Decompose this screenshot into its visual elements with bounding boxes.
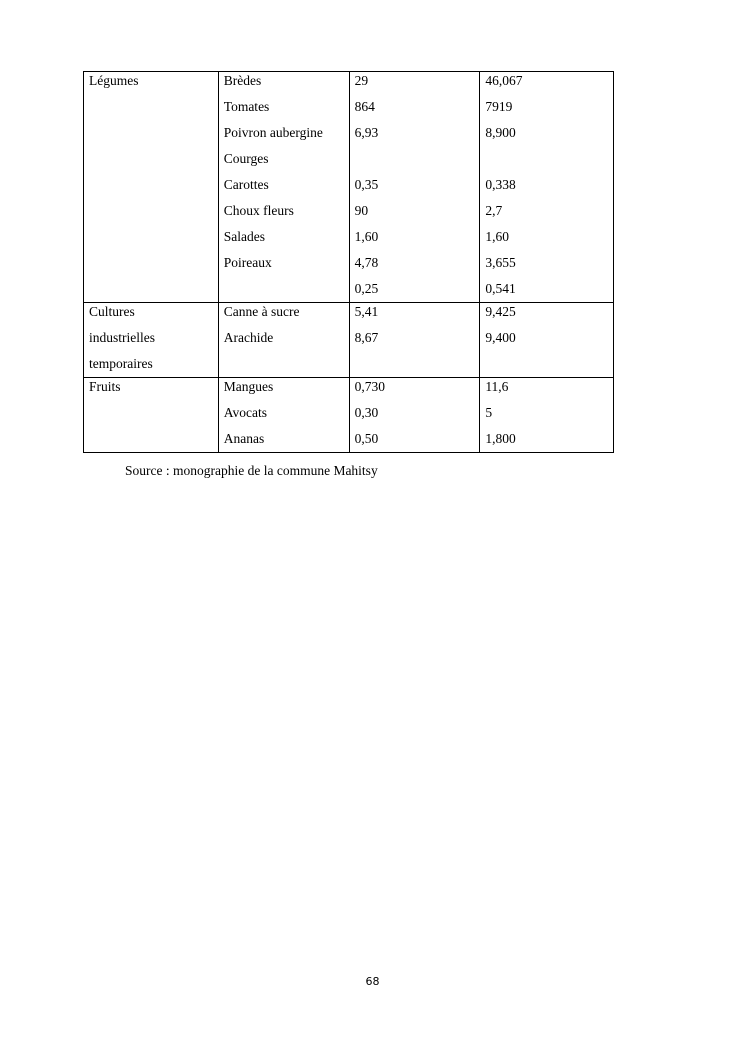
category-label: Légumes bbox=[89, 73, 139, 88]
value-col3: 8,67 bbox=[354, 330, 379, 345]
value-col4: 0,338 bbox=[485, 177, 516, 192]
product-name: Poivron aubergine bbox=[223, 125, 323, 140]
value-col4: 11,6 bbox=[485, 379, 509, 394]
page-number: 68 bbox=[365, 975, 380, 988]
product-cell bbox=[218, 378, 349, 453]
value-col3: 0,25 bbox=[354, 281, 379, 296]
value-col4: 9,425 bbox=[485, 304, 516, 319]
value-col4: 8,900 bbox=[485, 125, 516, 140]
value-col3: 0,50 bbox=[354, 431, 379, 446]
value-col4: 3,655 bbox=[485, 255, 516, 270]
value-col3 bbox=[355, 146, 476, 172]
product-name: Arachide bbox=[223, 330, 274, 345]
product-name: Tomates bbox=[223, 99, 270, 114]
value-cell-col4 bbox=[480, 378, 614, 453]
table-row-legumes bbox=[84, 72, 614, 303]
value-col3: 90 bbox=[354, 203, 369, 218]
value-cell-col3 bbox=[349, 72, 480, 303]
value-col4: 0,541 bbox=[485, 281, 516, 296]
value-col3: 5,41 bbox=[354, 304, 379, 319]
value-cell-col3 bbox=[349, 378, 480, 453]
product-name: Poireaux bbox=[223, 255, 272, 270]
table-row-cultures-industrielles bbox=[84, 303, 614, 378]
value-col4: 7919 bbox=[485, 99, 513, 114]
value-col4: 9,400 bbox=[485, 330, 516, 345]
value-col3: 29 bbox=[354, 73, 369, 88]
value-col4: 5 bbox=[485, 405, 493, 420]
category-label: temporaires bbox=[89, 356, 153, 371]
value-col3: 1,60 bbox=[354, 229, 379, 244]
category-label: Cultures bbox=[89, 304, 135, 319]
product-cell bbox=[218, 303, 349, 378]
product-name: Carottes bbox=[223, 177, 269, 192]
value-col4: 2,7 bbox=[485, 203, 503, 218]
value-col3: 0,30 bbox=[354, 405, 379, 420]
value-col4: 1,800 bbox=[485, 431, 516, 446]
value-col4: 46,067 bbox=[485, 73, 523, 88]
product-name: Courges bbox=[223, 151, 269, 166]
value-col3: 0,35 bbox=[354, 177, 379, 192]
value-cell-col3 bbox=[349, 303, 480, 378]
value-col3: 6,93 bbox=[354, 125, 379, 140]
value-col4: 1,60 bbox=[485, 229, 509, 244]
category-cell bbox=[84, 378, 219, 453]
category-cell bbox=[84, 72, 219, 303]
value-col4 bbox=[485, 146, 609, 172]
product-name: Salades bbox=[223, 229, 266, 244]
product-name: Mangues bbox=[223, 379, 274, 394]
product-name: Ananas bbox=[223, 431, 265, 446]
category-cell bbox=[84, 303, 219, 378]
product-name: Choux fleurs bbox=[223, 203, 294, 218]
category-label: industrielles bbox=[89, 330, 155, 345]
product-name: Avocats bbox=[223, 405, 268, 420]
product-name: Brèdes bbox=[223, 73, 262, 88]
category-label: Fruits bbox=[89, 379, 121, 394]
source-note: Source : monographie de la commune Mahitsy bbox=[125, 463, 378, 478]
value-col3: 864 bbox=[354, 99, 375, 114]
crop-production-table bbox=[83, 71, 614, 453]
value-cell-col4 bbox=[480, 72, 614, 303]
table-row-fruits bbox=[84, 378, 614, 453]
product-name: Canne à sucre bbox=[223, 304, 300, 319]
product-cell bbox=[218, 72, 349, 303]
value-cell-col4 bbox=[480, 303, 614, 378]
value-col3: 4,78 bbox=[354, 255, 379, 270]
value-col3: 0,730 bbox=[354, 379, 386, 394]
